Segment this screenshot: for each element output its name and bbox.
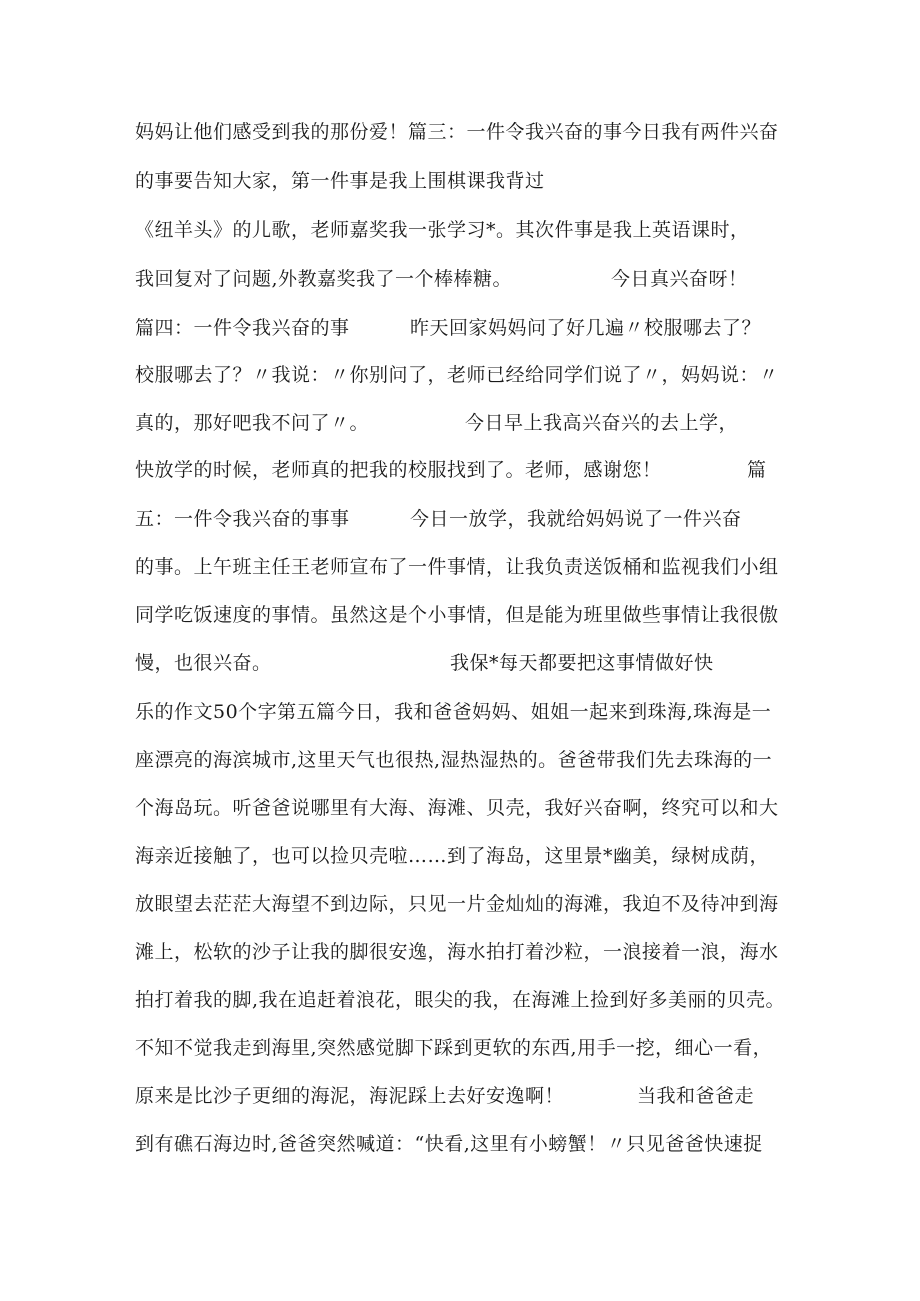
text-segment: 我回复对了问题,外教嘉奖我了一个棒棒糖。 xyxy=(135,268,513,290)
text-segment: 的事。上午班主任王老师宣布了一件事情，让我负责送饭桶和监视我们小组 xyxy=(135,556,779,578)
text-segment: 我保*每天都要把这事情做好快 xyxy=(450,652,714,674)
text-segment: 乐的作文50个字第五篇今日，我和爸爸妈妈、姐姐一起来到珠海,珠海是一 xyxy=(135,701,772,723)
text-line xyxy=(135,215,815,245)
text-segment: 的事要告知大家，第一件事是我上围棋课我背过 xyxy=(135,170,545,192)
text-line xyxy=(135,166,815,196)
text-line xyxy=(135,985,815,1015)
text-segment: 慢，也很兴奋。 xyxy=(135,652,272,674)
text-line xyxy=(135,1033,815,1063)
text-line xyxy=(135,889,815,919)
text-segment: 快放学的时候，老师真的把我的校服找到了。老师，感谢您！ xyxy=(135,459,662,481)
text-line xyxy=(135,408,815,438)
text-segment: 不知不觉我走到海里,突然感觉脚下踩到更软的东西,用手一挖，细心一看， xyxy=(135,1037,773,1059)
text-segment: 个海岛玩。听爸爸说哪里有大海、海滩、贝壳，我好兴奋啊，终究可以和大 xyxy=(135,797,779,819)
text-line xyxy=(135,745,815,775)
text-segment: 拍打着我的脚,我在追赶着浪花，眼尖的我，在海滩上捡到好多美丽的贝壳。 xyxy=(135,989,786,1011)
text-line xyxy=(135,504,815,534)
text-segment: 篇 xyxy=(747,459,767,481)
text-line xyxy=(135,793,815,823)
text-segment: 真的，那好吧我不问了〃。 xyxy=(135,412,370,434)
text-line xyxy=(135,117,815,147)
text-segment: 五：一件令我兴奋的事事 xyxy=(135,508,350,530)
text-line xyxy=(135,264,815,294)
text-line xyxy=(135,648,815,678)
text-segment: 放眼望去茫茫大海望不到边际，只见一片金灿灿的海滩，我迫不及待冲到海 xyxy=(135,893,779,915)
text-line xyxy=(135,937,815,967)
text-segment: 今日真兴奋呀！ xyxy=(611,268,748,290)
text-line xyxy=(135,1129,815,1159)
text-segment: 今日早上我高兴奋兴的去上学， xyxy=(465,412,739,434)
text-segment: 妈妈让他们感受到我的那份爱！篇三：一件令我兴奋的事今日我有两件兴奋 xyxy=(135,121,779,143)
text-segment: 到有礁石海边时,爸爸突然喊道：“快看,这里有小螃蟹！〃只见爸爸快速捉 xyxy=(135,1133,763,1155)
text-line xyxy=(135,455,815,485)
text-segment: 《纽羊头》的儿歌，老师嘉奖我一张学习*。其次件事是我上英语课时， xyxy=(135,219,750,241)
text-segment: 海亲近接触了，也可以捡贝壳啦……到了海岛，这里景*幽美，绿树成荫， xyxy=(135,845,770,867)
text-segment: 校服哪去了？〃我说：〃你别问了，老师已经给同学们说了〃，妈妈说：〃 xyxy=(135,364,779,386)
text-segment: 篇四：一件令我兴奋的事 xyxy=(135,317,350,339)
text-line xyxy=(135,360,815,390)
text-segment: 当我和爸爸走 xyxy=(637,1085,755,1107)
text-segment: 同学吃饭速度的事情。虽然这是个小事情，但是能为班里做些事情让我很傲 xyxy=(135,604,779,626)
text-segment: 滩上，松软的沙子让我的脚很安逸，海水拍打着沙粒，一浪接着一浪，海水 xyxy=(135,941,779,963)
text-line xyxy=(135,552,815,582)
text-line xyxy=(135,600,815,630)
text-line xyxy=(135,1081,815,1111)
text-segment: 昨天回家妈妈问了好几遍〃校服哪去了？ xyxy=(410,317,762,339)
text-line xyxy=(135,697,815,727)
text-segment: 座漂亮的海滨城市,这里天气也很热,湿热湿热的。爸爸带我们先去珠海的一 xyxy=(135,749,773,771)
text-line xyxy=(135,841,815,871)
text-segment: 今日一放学，我就给妈妈说了一件兴奋 xyxy=(410,508,742,530)
text-line xyxy=(135,313,815,343)
text-segment: 原来是比沙子更细的海泥，海泥踩上去好安逸啊！ xyxy=(135,1085,565,1107)
